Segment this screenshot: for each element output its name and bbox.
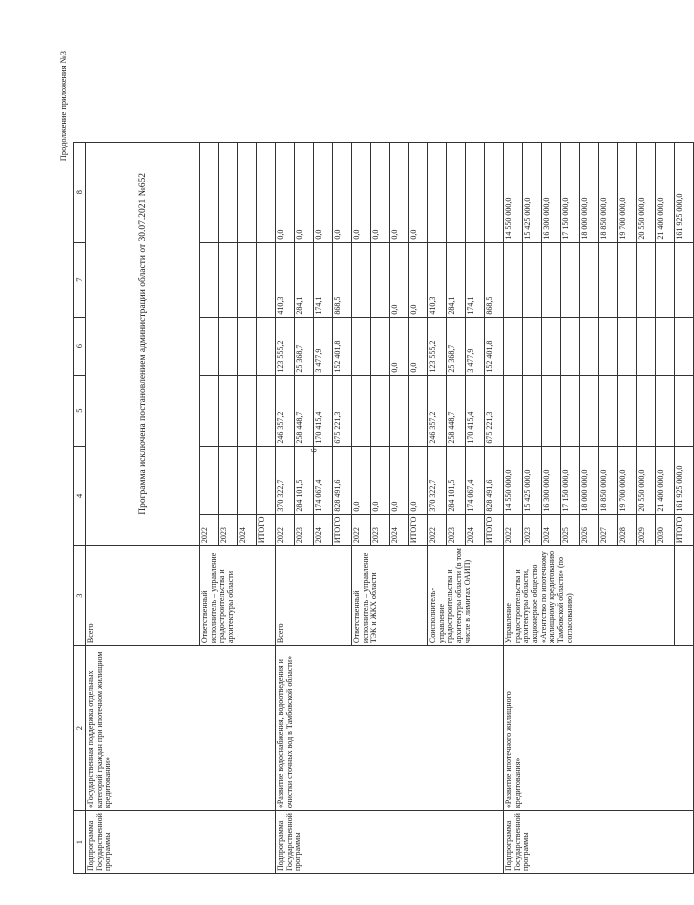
empty-cell: [637, 317, 656, 375]
empty-cell: [561, 317, 580, 375]
value-cell: 25 368,7: [447, 317, 466, 375]
value-cell: [485, 142, 504, 242]
empty-cell: [200, 446, 219, 514]
year-cell: 2023: [523, 514, 542, 546]
empty-cell: [200, 375, 219, 446]
value-cell: [371, 375, 390, 446]
empty-cell: [580, 242, 599, 317]
year-cell: 2023: [447, 514, 466, 546]
value-cell: [371, 242, 390, 317]
value-cell: 19 700 000,0: [618, 142, 637, 242]
value-cell: 14 550 000,0: [504, 446, 523, 514]
value-cell: 174 067,4: [466, 446, 485, 514]
value-cell: 284,1: [295, 242, 314, 317]
empty-cell: [257, 317, 276, 375]
value-cell: 25 368,7: [295, 317, 314, 375]
executor: Всего: [276, 546, 352, 646]
block-type: Подпрограмма Государственной программы: [504, 811, 694, 874]
empty-cell: [637, 242, 656, 317]
value-cell: 675 221,3: [485, 375, 504, 446]
value-cell: 675 221,3: [333, 375, 352, 446]
empty-cell: [219, 242, 238, 317]
year-cell: 2022: [504, 514, 523, 546]
empty-cell: [542, 242, 561, 317]
empty-cell: [219, 142, 238, 242]
empty-cell: [523, 242, 542, 317]
value-cell: [352, 375, 371, 446]
year-cell: 2023: [371, 514, 390, 546]
value-cell: 284 101,5: [447, 446, 466, 514]
value-cell: [352, 242, 371, 317]
col-num: 5: [74, 375, 86, 446]
value-cell: 0,0: [409, 142, 428, 242]
year-cell: 2024: [238, 514, 257, 546]
value-cell: 174,1: [314, 242, 333, 317]
value-cell: 174,1: [466, 242, 485, 317]
year-cell: 2025: [561, 514, 580, 546]
empty-cell: [656, 242, 675, 317]
value-cell: [371, 317, 390, 375]
value-cell: 21 400 000,0: [656, 446, 675, 514]
value-cell: 0,0: [276, 142, 295, 242]
col-num: 2: [74, 646, 86, 811]
year-cell: 2030: [656, 514, 675, 546]
value-cell: 20 550 000,0: [637, 142, 656, 242]
value-cell: 19 700 000,0: [618, 446, 637, 514]
year-cell: 2026: [580, 514, 599, 546]
empty-cell: [200, 142, 219, 242]
empty-cell: [238, 317, 257, 375]
empty-cell: [618, 317, 637, 375]
empty-cell: [542, 375, 561, 446]
empty-cell: [637, 375, 656, 446]
empty-cell: [618, 242, 637, 317]
value-cell: 0,0: [352, 446, 371, 514]
empty-cell: [504, 242, 523, 317]
value-cell: 17 150 000,0: [561, 142, 580, 242]
empty-cell: [219, 446, 238, 514]
program-name: «Государственная поддержка отдельных категорий граждан при ипотечном жилищном кредитовании»: [86, 646, 276, 811]
empty-cell: [580, 375, 599, 446]
value-cell: 18 850 000,0: [599, 142, 618, 242]
value-cell: 370 322,7: [276, 446, 295, 514]
value-cell: 868,5: [333, 242, 352, 317]
empty-cell: [200, 317, 219, 375]
empty-cell: [257, 142, 276, 242]
page-number: 6: [309, 448, 319, 453]
empty-cell: [675, 317, 694, 375]
table-row: [86, 142, 200, 873]
empty-cell: [200, 242, 219, 317]
empty-cell: [219, 375, 238, 446]
year-cell: 2024: [314, 514, 333, 546]
executor: Ответственный исполнитель – управление градостроительства и архитектуры области: [200, 546, 276, 646]
empty-cell: [238, 375, 257, 446]
empty-cell: [542, 317, 561, 375]
value-cell: 20 550 000,0: [637, 446, 656, 514]
value-cell: 0,0: [295, 142, 314, 242]
value-cell: 0,0: [371, 446, 390, 514]
executor: Управление градостроительства и архитектуры области, акционерное общество «Агентство по ипотечному жилищному кредитованию Тамбовской области» (по согласованию): [504, 546, 675, 646]
block-type: Подпрограмма Государственной программы: [276, 811, 504, 874]
empty-cell: [675, 375, 694, 446]
value-cell: [352, 317, 371, 375]
empty-cell: [238, 142, 257, 242]
empty-cell: [599, 242, 618, 317]
year-cell: ИТОГО: [409, 514, 428, 546]
year-cell: 2023: [219, 514, 238, 546]
empty-cell: [561, 375, 580, 446]
value-cell: 410,3: [428, 242, 447, 317]
year-cell: ИТОГО: [485, 514, 504, 546]
year-cell: 2024: [390, 514, 409, 546]
value-cell: [390, 375, 409, 446]
empty-cell: [675, 242, 694, 317]
empty-cell: [656, 375, 675, 446]
empty-cell: [523, 375, 542, 446]
year-cell: 2024: [542, 514, 561, 546]
block-type: Подпрограмма Государственной программы: [86, 811, 276, 874]
year-cell: 2022: [352, 514, 371, 546]
value-cell: 828 491,6: [333, 446, 352, 514]
executor: Соисполнитель- управление градостроительства и архитектуры области (в том числе в лимитах ОАИП): [428, 546, 504, 646]
value-cell: 0,0: [352, 142, 371, 242]
empty-cell: [219, 317, 238, 375]
rotated-page: [58, 49, 685, 874]
year-cell: 2022: [200, 514, 219, 546]
year-cell: 2029: [637, 514, 656, 546]
table-row: [276, 142, 295, 873]
year-cell: ИТОГО: [257, 514, 276, 546]
value-cell: 16 300 000,0: [542, 142, 561, 242]
value-cell: 17 150 000,0: [561, 446, 580, 514]
year-cell: 2022: [276, 514, 295, 546]
year-cell: 2022: [428, 514, 447, 546]
value-cell: 410,3: [276, 242, 295, 317]
col-num: 4: [74, 446, 86, 546]
value-cell: 0,0: [390, 142, 409, 242]
value-cell: 152 401,8: [485, 317, 504, 375]
value-cell: 370 322,7: [428, 446, 447, 514]
value-cell: 15 425 000,0: [523, 446, 542, 514]
value-cell: 170 415,4: [314, 375, 333, 446]
value-cell: 123 555,2: [428, 317, 447, 375]
empty-cell: [656, 317, 675, 375]
executor: Всего: [86, 546, 200, 646]
value-cell: 258 448,7: [447, 375, 466, 446]
empty-cell: [238, 446, 257, 514]
year-cell: 2027: [599, 514, 618, 546]
year-cell: 2028: [618, 514, 637, 546]
year-cell: ИТОГО: [333, 514, 352, 546]
value-cell: [409, 375, 428, 446]
value-cell: 0,0: [314, 142, 333, 242]
excluded-note: Программа исключена постановлением администрации области от 30.07.2021 №652: [86, 142, 200, 546]
empty-cell: [618, 375, 637, 446]
value-cell: 0,0: [390, 446, 409, 514]
empty-cell: [561, 242, 580, 317]
value-cell: 174 067,4: [314, 446, 333, 514]
value-cell: 284 101,5: [295, 446, 314, 514]
value-cell: 21 400 000,0: [656, 142, 675, 242]
empty-cell: [257, 242, 276, 317]
value-cell: 0,0: [409, 242, 428, 317]
value-cell: 0,0: [390, 317, 409, 375]
column-numbers-row: [74, 142, 86, 873]
value-cell: 0,0: [409, 317, 428, 375]
year-cell: ИТОГО: [675, 514, 694, 546]
value-cell: 15 425 000,0: [523, 142, 542, 242]
value-cell: [428, 142, 447, 242]
value-cell: 161 925 000,0: [675, 142, 694, 242]
col-num: 7: [74, 242, 86, 317]
value-cell: 3 477,9: [466, 317, 485, 375]
addendum-title: Продолжение приложения №3: [58, 51, 68, 162]
program-name: «Развитие ипотечного жилищного кредитования»: [504, 646, 694, 811]
empty-cell: [675, 546, 694, 646]
value-cell: 0,0: [409, 446, 428, 514]
value-cell: 123 555,2: [276, 317, 295, 375]
program-name: «Развитие водоснабжения, водоотведения и очистки сточных вод в Тамбовской области»: [276, 646, 504, 811]
empty-cell: [523, 317, 542, 375]
empty-cell: [257, 446, 276, 514]
value-cell: 0,0: [390, 242, 409, 317]
year-cell: 2024: [466, 514, 485, 546]
value-cell: 18 000 000,0: [580, 142, 599, 242]
budget-table: [73, 142, 694, 874]
value-cell: 258 448,7: [295, 375, 314, 446]
value-cell: 3 477,9: [314, 317, 333, 375]
value-cell: 284,1: [447, 242, 466, 317]
executor: Ответственный исполнитель – управление ТЭК и ЖКХ области: [352, 546, 428, 646]
empty-cell: [257, 375, 276, 446]
table-body: [74, 142, 694, 873]
year-cell: 2023: [295, 514, 314, 546]
empty-cell: [238, 242, 257, 317]
value-cell: 0,0: [333, 142, 352, 242]
value-cell: 18 850 000,0: [599, 446, 618, 514]
empty-cell: [580, 317, 599, 375]
value-cell: 0,0: [371, 142, 390, 242]
col-num: 1: [74, 811, 86, 874]
table-row: [504, 142, 523, 873]
value-cell: [447, 142, 466, 242]
value-cell: 161 925 000,0: [675, 446, 694, 514]
empty-cell: [504, 375, 523, 446]
value-cell: 18 000 000,0: [580, 446, 599, 514]
value-cell: 868,5: [485, 242, 504, 317]
value-cell: 246 357,2: [428, 375, 447, 446]
value-cell: 16 300 000,0: [542, 446, 561, 514]
col-num: 3: [74, 546, 86, 646]
empty-cell: [599, 317, 618, 375]
value-cell: 152 401,8: [333, 317, 352, 375]
value-cell: 170 415,4: [466, 375, 485, 446]
value-cell: 246 357,2: [276, 375, 295, 446]
col-num: 8: [74, 142, 86, 242]
empty-cell: [599, 375, 618, 446]
value-cell: [466, 142, 485, 242]
value-cell: 14 550 000,0: [504, 142, 523, 242]
empty-cell: [504, 317, 523, 375]
value-cell: 828 491,6: [485, 446, 504, 514]
col-num: 6: [74, 317, 86, 375]
